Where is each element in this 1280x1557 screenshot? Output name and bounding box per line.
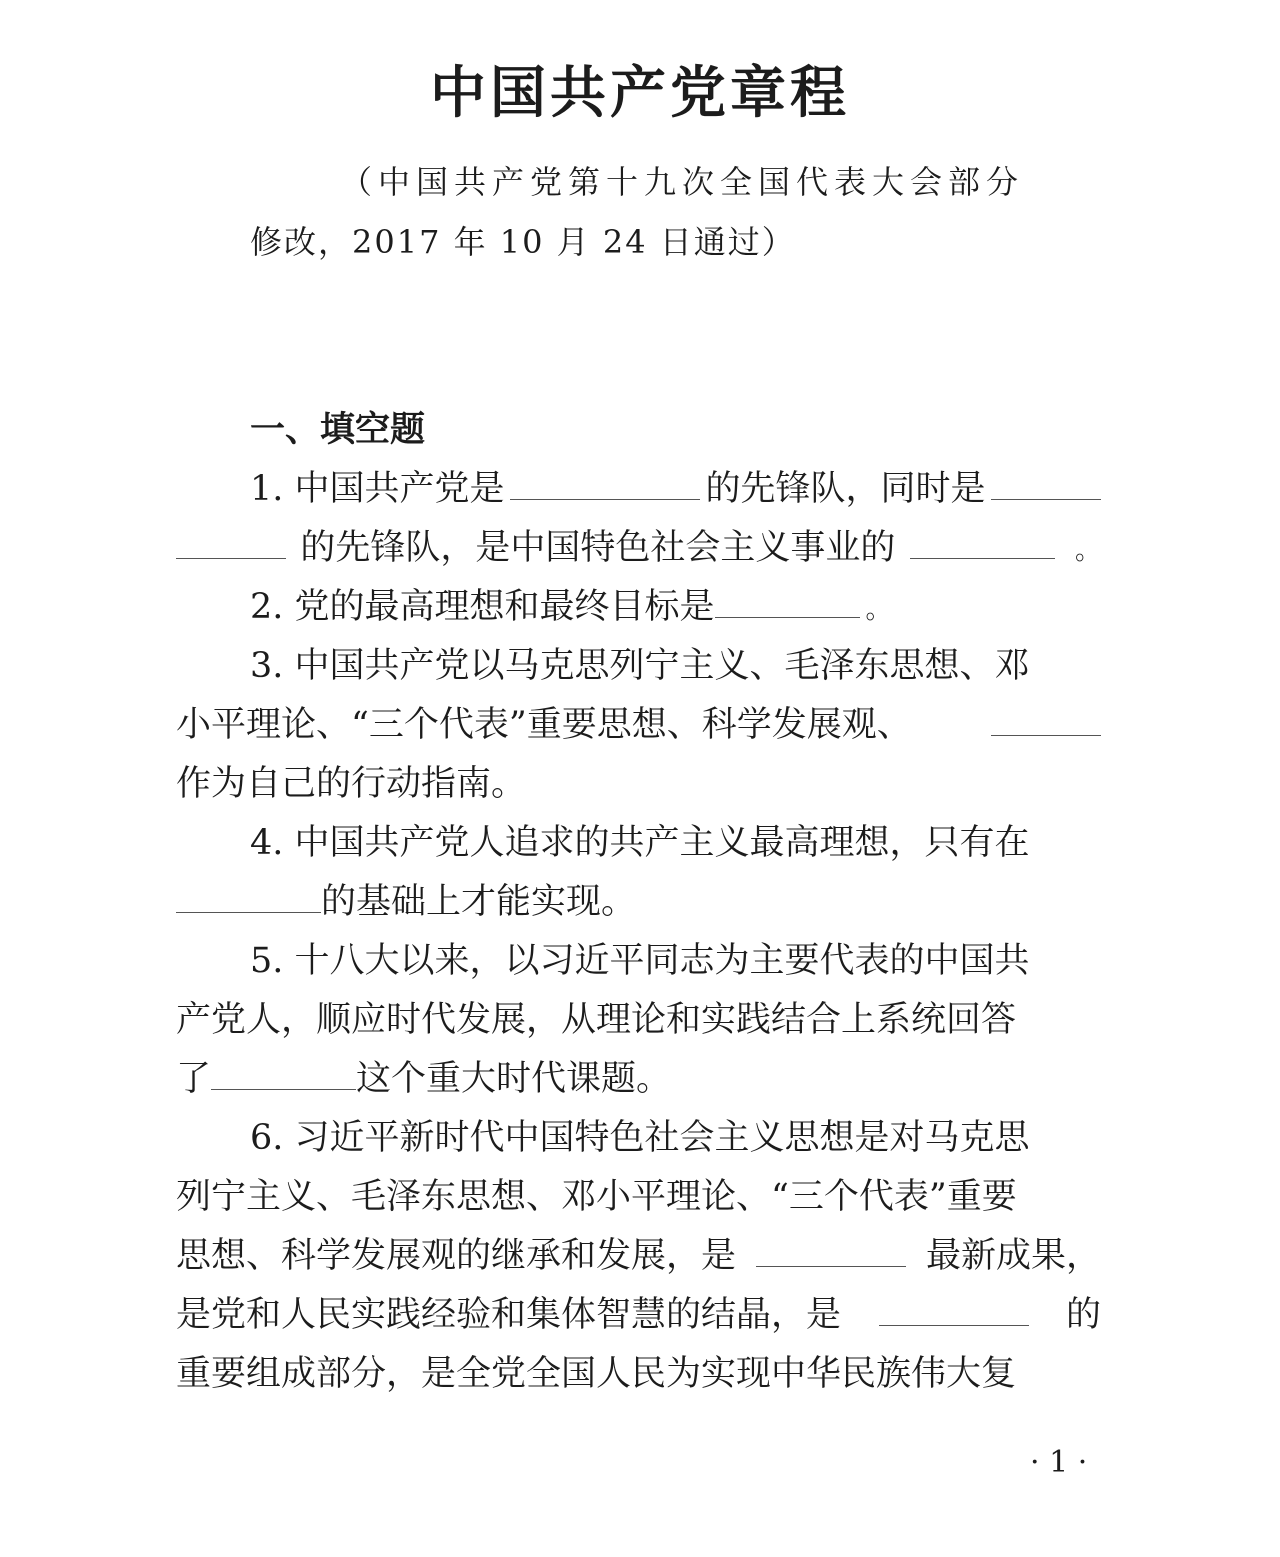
question-3-line-1 [176, 637, 1101, 696]
answer-blank[interactable] [510, 465, 700, 500]
question-5-text: 这个重大时代课题。 [356, 1059, 672, 1099]
question-1-line-1 [176, 460, 1101, 519]
question-3-text: 3. 中国共产党以马克思列宁主义、毛泽东思想、邓 [250, 646, 1030, 686]
question-2-text: 。 [865, 595, 892, 625]
question-6-text: 重要组成部分，是全党全国人民为实现中华民族伟大复 [176, 1354, 1017, 1394]
question-1-text: 的先锋队，是中国特色社会主义事业的 [300, 528, 896, 568]
question-4-line-1 [176, 814, 1101, 873]
question-5-text: 5. 十八大以来，以习近平同志为主要代表的中国共 [250, 941, 1030, 981]
question-5-line-3 [176, 1050, 1101, 1109]
question-4-text: 4. 中国共产党人追求的共产主义最高理想，只有在 [250, 823, 1030, 863]
question-3-text: 作为自己的行动指南。 [176, 764, 527, 804]
question-6-line-5 [176, 1345, 1101, 1404]
question-6-text: 最新成果， [925, 1236, 1101, 1276]
answer-blank[interactable] [879, 1291, 1029, 1326]
question-5-text: 了 [176, 1059, 212, 1099]
subtitle-line-1: （中国共产党第十九次全国代表大会部分 [340, 163, 1025, 201]
question-1-line-2 [176, 519, 1101, 578]
question-6-text: 的 [1065, 1295, 1101, 1335]
question-3-text: 小平理论、“三个代表”重要思想、科学发展观、 [176, 705, 912, 745]
question-4-line-2 [176, 873, 1101, 932]
answer-blank[interactable] [991, 465, 1101, 500]
section-heading: 一、填空题 [250, 409, 426, 450]
question-5-line-2 [176, 991, 1101, 1050]
question-2-text: 2. 党的最高理想和最终目标是 [250, 587, 715, 627]
question-6-line-1 [176, 1109, 1101, 1168]
question-4-text: 的基础上才能实现。 [321, 882, 637, 922]
answer-blank[interactable] [211, 1055, 356, 1090]
answer-blank[interactable] [176, 524, 286, 559]
question-5-line-1 [176, 932, 1101, 991]
question-6-text: 是党和人民实践经验和集体智慧的结晶，是 [176, 1295, 842, 1335]
question-2-line-1 [176, 578, 1101, 637]
question-1-text: 1. 中国共产党是 [250, 469, 505, 509]
question-1-text: 。 [1074, 536, 1101, 566]
question-5-text: 产党人，顺应时代发展，从理论和实践结合上系统回答 [176, 1000, 1017, 1040]
question-6-text: 思想、科学发展观的继承和发展，是 [176, 1236, 737, 1276]
question-6-line-3 [176, 1227, 1101, 1286]
question-3-line-3 [176, 755, 1101, 814]
answer-blank[interactable] [991, 701, 1101, 736]
answer-blank[interactable] [756, 1232, 906, 1267]
question-6-line-2 [176, 1168, 1101, 1227]
document-title: 中国共产党章程 [430, 60, 850, 126]
question-3-line-2 [176, 696, 1101, 755]
answer-blank[interactable] [715, 583, 860, 618]
page-number: · 1 · [1030, 1445, 1088, 1480]
answer-blank[interactable] [910, 524, 1055, 559]
question-list [176, 460, 1101, 1404]
answer-blank[interactable] [176, 878, 321, 913]
question-1-text: 的先锋队，同时是 [705, 469, 986, 509]
question-6-text: 6. 习近平新时代中国特色社会主义思想是对马克思 [250, 1118, 1030, 1158]
question-6-text: 列宁主义、毛泽东思想、邓小平理论、“三个代表”重要 [176, 1177, 1017, 1217]
subtitle-line-2: 修改，2017 年 10 月 24 日通过） [250, 223, 796, 261]
question-6-line-4 [176, 1286, 1101, 1345]
